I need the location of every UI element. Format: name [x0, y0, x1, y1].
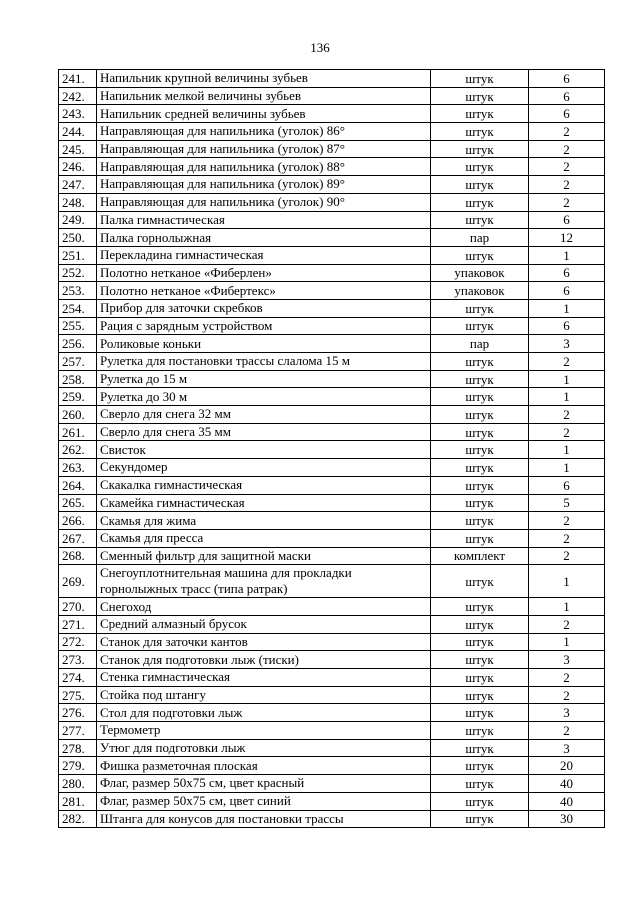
item-unit: штук	[431, 423, 529, 441]
item-quantity: 30	[529, 810, 605, 828]
item-unit: штук	[431, 299, 529, 317]
item-quantity: 6	[529, 282, 605, 300]
table-row	[59, 140, 605, 158]
item-name: Станок для заточки кантов	[97, 633, 431, 651]
row-number: 277.	[59, 722, 97, 740]
item-unit: штук	[431, 370, 529, 388]
item-unit: штук	[431, 739, 529, 757]
item-name: Направляющая для напильника (уголок) 90°	[97, 193, 431, 211]
item-name: Секундомер	[97, 459, 431, 477]
item-quantity: 3	[529, 704, 605, 722]
table-row	[59, 370, 605, 388]
item-unit: штук	[431, 529, 529, 547]
table-row	[59, 70, 605, 88]
row-number: 243.	[59, 105, 97, 123]
item-name: Снегоуплотнительная машина для прокладки горнолыжных трасс (типа ратрак)	[97, 565, 431, 598]
row-number: 279.	[59, 757, 97, 775]
item-quantity: 1	[529, 598, 605, 616]
item-name: Палка гимнастическая	[97, 211, 431, 229]
item-quantity: 2	[529, 547, 605, 565]
table-row	[59, 529, 605, 547]
item-quantity: 40	[529, 792, 605, 810]
table-row	[59, 299, 605, 317]
item-name: Термометр	[97, 722, 431, 740]
table-row	[59, 193, 605, 211]
item-quantity: 3	[529, 335, 605, 353]
row-number: 265.	[59, 494, 97, 512]
item-unit: пар	[431, 335, 529, 353]
item-name: Штанга для конусов для постановки трассы	[97, 810, 431, 828]
item-quantity: 3	[529, 651, 605, 669]
item-name: Скакалка гимнастическая	[97, 476, 431, 494]
row-number: 248.	[59, 193, 97, 211]
row-number: 272.	[59, 633, 97, 651]
item-unit: штук	[431, 353, 529, 371]
item-quantity: 2	[529, 423, 605, 441]
table-row	[59, 282, 605, 300]
item-unit: комплект	[431, 547, 529, 565]
table-row	[59, 810, 605, 828]
table-row	[59, 651, 605, 669]
row-number: 273.	[59, 651, 97, 669]
item-name: Рация с зарядным устройством	[97, 317, 431, 335]
item-name: Напильник крупной величины зубьев	[97, 70, 431, 88]
table-row	[59, 105, 605, 123]
item-name: Станок для подготовки лыж (тиски)	[97, 651, 431, 669]
item-quantity: 6	[529, 476, 605, 494]
item-name: Полотно нетканое «Фибертекс»	[97, 282, 431, 300]
table-row	[59, 476, 605, 494]
table-row	[59, 441, 605, 459]
item-name: Сверло для снега 35 мм	[97, 423, 431, 441]
item-unit: штук	[431, 105, 529, 123]
item-quantity: 6	[529, 105, 605, 123]
table-row	[59, 757, 605, 775]
item-name: Свисток	[97, 441, 431, 459]
item-unit: упаковок	[431, 282, 529, 300]
row-number: 282.	[59, 810, 97, 828]
row-number: 259.	[59, 388, 97, 406]
item-quantity: 1	[529, 459, 605, 477]
item-quantity: 2	[529, 529, 605, 547]
row-number: 274.	[59, 669, 97, 687]
item-name: Палка горнолыжная	[97, 229, 431, 247]
table-row	[59, 669, 605, 687]
table-row	[59, 792, 605, 810]
item-quantity: 5	[529, 494, 605, 512]
item-quantity: 1	[529, 633, 605, 651]
item-unit: штук	[431, 441, 529, 459]
item-name: Скамья для жима	[97, 512, 431, 530]
item-quantity: 2	[529, 406, 605, 424]
item-quantity: 2	[529, 669, 605, 687]
row-number: 246.	[59, 158, 97, 176]
row-number: 245.	[59, 140, 97, 158]
row-number: 254.	[59, 299, 97, 317]
item-unit: штук	[431, 598, 529, 616]
item-name: Флаг, размер 50x75 см, цвет синий	[97, 792, 431, 810]
item-name: Прибор для заточки скребков	[97, 299, 431, 317]
item-name: Рулетка до 15 м	[97, 370, 431, 388]
item-quantity: 6	[529, 70, 605, 88]
table-row	[59, 512, 605, 530]
row-number: 257.	[59, 353, 97, 371]
table-row	[59, 211, 605, 229]
row-number: 261.	[59, 423, 97, 441]
item-name: Рулетка для постановки трассы слалома 15 м	[97, 353, 431, 371]
table-row	[59, 229, 605, 247]
item-name: Снегоход	[97, 598, 431, 616]
table-row	[59, 264, 605, 282]
item-quantity: 20	[529, 757, 605, 775]
row-number: 278.	[59, 739, 97, 757]
item-unit: штук	[431, 476, 529, 494]
row-number: 268.	[59, 547, 97, 565]
item-quantity: 1	[529, 299, 605, 317]
row-number: 280.	[59, 775, 97, 793]
row-number: 275.	[59, 686, 97, 704]
row-number: 241.	[59, 70, 97, 88]
table-row	[59, 565, 605, 598]
item-unit: штук	[431, 211, 529, 229]
item-unit: штук	[431, 140, 529, 158]
row-number: 267.	[59, 529, 97, 547]
table-row	[59, 87, 605, 105]
equipment-table	[58, 69, 605, 828]
item-name: Утюг для подготовки лыж	[97, 739, 431, 757]
item-unit: пар	[431, 229, 529, 247]
table-row	[59, 246, 605, 264]
item-quantity: 2	[529, 686, 605, 704]
item-quantity: 2	[529, 353, 605, 371]
item-unit: упаковок	[431, 264, 529, 282]
item-unit: штук	[431, 651, 529, 669]
item-unit: штук	[431, 686, 529, 704]
row-number: 269.	[59, 565, 97, 598]
item-name: Фишка разметочная плоская	[97, 757, 431, 775]
item-quantity: 1	[529, 246, 605, 264]
table-row	[59, 353, 605, 371]
item-quantity: 40	[529, 775, 605, 793]
item-quantity: 2	[529, 140, 605, 158]
table-row	[59, 686, 605, 704]
table-row	[59, 459, 605, 477]
item-unit: штук	[431, 615, 529, 633]
item-unit: штук	[431, 176, 529, 194]
table-body	[59, 70, 605, 828]
row-number: 263.	[59, 459, 97, 477]
row-number: 255.	[59, 317, 97, 335]
item-name: Сменный фильтр для защитной маски	[97, 547, 431, 565]
item-quantity: 2	[529, 123, 605, 141]
row-number: 270.	[59, 598, 97, 616]
item-name: Направляющая для напильника (уголок) 87°	[97, 140, 431, 158]
table-row	[59, 176, 605, 194]
item-unit: штук	[431, 317, 529, 335]
row-number: 249.	[59, 211, 97, 229]
row-number: 281.	[59, 792, 97, 810]
item-quantity: 1	[529, 388, 605, 406]
table-row	[59, 388, 605, 406]
row-number: 260.	[59, 406, 97, 424]
item-name: Рулетка до 30 м	[97, 388, 431, 406]
item-unit: штук	[431, 246, 529, 264]
row-number: 247.	[59, 176, 97, 194]
item-unit: штук	[431, 512, 529, 530]
item-name: Направляющая для напильника (уголок) 89°	[97, 176, 431, 194]
table-row	[59, 598, 605, 616]
item-unit: штук	[431, 494, 529, 512]
item-quantity: 6	[529, 317, 605, 335]
table-row	[59, 423, 605, 441]
table-row	[59, 615, 605, 633]
row-number: 276.	[59, 704, 97, 722]
item-quantity: 2	[529, 512, 605, 530]
row-number: 253.	[59, 282, 97, 300]
item-quantity: 2	[529, 193, 605, 211]
item-unit: штук	[431, 792, 529, 810]
table-row	[59, 633, 605, 651]
table-row	[59, 123, 605, 141]
item-unit: штук	[431, 704, 529, 722]
item-quantity: 6	[529, 211, 605, 229]
item-name: Стол для подготовки лыж	[97, 704, 431, 722]
table-row	[59, 722, 605, 740]
item-unit: штук	[431, 87, 529, 105]
table-row	[59, 775, 605, 793]
row-number: 258.	[59, 370, 97, 388]
table-row	[59, 704, 605, 722]
item-unit: штук	[431, 810, 529, 828]
item-unit: штук	[431, 633, 529, 651]
table-row	[59, 547, 605, 565]
item-unit: штук	[431, 388, 529, 406]
row-number: 250.	[59, 229, 97, 247]
item-unit: штук	[431, 158, 529, 176]
item-quantity: 6	[529, 87, 605, 105]
item-name: Роликовые коньки	[97, 335, 431, 353]
table-row	[59, 335, 605, 353]
item-unit: штук	[431, 459, 529, 477]
item-quantity: 1	[529, 441, 605, 459]
item-quantity: 2	[529, 158, 605, 176]
item-quantity: 2	[529, 615, 605, 633]
row-number: 271.	[59, 615, 97, 633]
item-quantity: 6	[529, 264, 605, 282]
item-unit: штук	[431, 123, 529, 141]
item-name: Полотно нетканое «Фиберлен»	[97, 264, 431, 282]
page-number: 136	[310, 40, 330, 55]
item-name: Перекладина гимнастическая	[97, 246, 431, 264]
table-row	[59, 158, 605, 176]
item-unit: штук	[431, 70, 529, 88]
row-number: 264.	[59, 476, 97, 494]
item-quantity: 12	[529, 229, 605, 247]
row-number: 256.	[59, 335, 97, 353]
item-name: Направляющая для напильника (уголок) 86°	[97, 123, 431, 141]
item-quantity: 1	[529, 565, 605, 598]
item-name: Скамейка гимнастическая	[97, 494, 431, 512]
row-number: 244.	[59, 123, 97, 141]
row-number: 262.	[59, 441, 97, 459]
item-quantity: 2	[529, 176, 605, 194]
item-name: Средний алмазный брусок	[97, 615, 431, 633]
item-unit: штук	[431, 722, 529, 740]
item-unit: штук	[431, 669, 529, 687]
item-quantity: 2	[529, 722, 605, 740]
item-quantity: 3	[529, 739, 605, 757]
row-number: 266.	[59, 512, 97, 530]
item-name: Скамья для пресса	[97, 529, 431, 547]
item-name: Стенка гимнастическая	[97, 669, 431, 687]
table-row	[59, 406, 605, 424]
item-quantity: 1	[529, 370, 605, 388]
item-name: Сверло для снега 32 мм	[97, 406, 431, 424]
row-number: 252.	[59, 264, 97, 282]
item-name: Напильник мелкой величины зубьев	[97, 87, 431, 105]
item-unit: штук	[431, 757, 529, 775]
row-number: 251.	[59, 246, 97, 264]
item-unit: штук	[431, 775, 529, 793]
table-row	[59, 317, 605, 335]
item-unit: штук	[431, 193, 529, 211]
table-row	[59, 739, 605, 757]
item-unit: штук	[431, 565, 529, 598]
row-number: 242.	[59, 87, 97, 105]
item-name: Стойка под штангу	[97, 686, 431, 704]
item-name: Флаг, размер 50x75 см, цвет красный	[97, 775, 431, 793]
item-unit: штук	[431, 406, 529, 424]
item-name: Направляющая для напильника (уголок) 88°	[97, 158, 431, 176]
table-row	[59, 494, 605, 512]
item-name: Напильник средней величины зубьев	[97, 105, 431, 123]
